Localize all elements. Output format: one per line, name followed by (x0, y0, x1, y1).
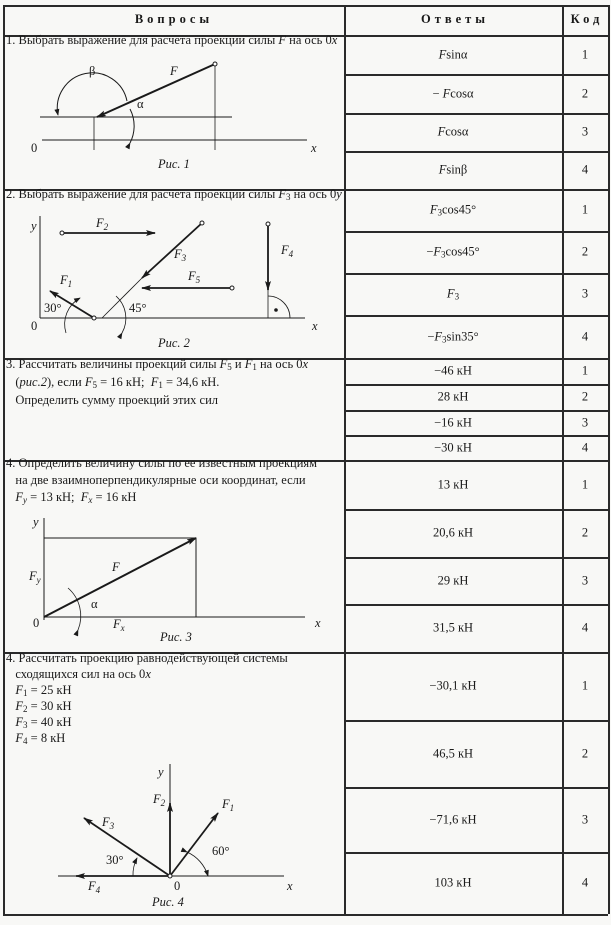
text-segment: 31,5 кН (432, 620, 474, 635)
text-segment: на две взаимноперпендикулярные оси координат, если (6, 473, 306, 487)
text-segment: 5 (227, 362, 232, 372)
text-segment: F (433, 244, 442, 259)
answer-code: 2 (581, 389, 589, 404)
fig2-x-label: x (312, 319, 318, 333)
fig2-angle-45: 45° (129, 301, 147, 315)
text-segment: x (145, 667, 151, 681)
text-segment: −16 кН (434, 415, 472, 429)
fig1-caption: Рис. 1 (158, 157, 190, 171)
fig3-label-Fx: $F_x$ (113, 617, 125, 633)
text-segment: = 8 кН (27, 731, 66, 745)
text-segment: 1 (252, 362, 257, 372)
header-code: Код (570, 12, 604, 26)
fig3-label-alpha: α (91, 597, 98, 611)
text-segment: cos45° (441, 202, 477, 217)
text-segment: F (446, 286, 455, 301)
text-segment: − (426, 244, 434, 259)
fig4-label-F3: $F_3$ (102, 815, 115, 831)
text-segment: F (438, 162, 447, 177)
text-segment: 1 (158, 380, 163, 390)
text-segment: −71,6 кН (429, 812, 477, 826)
text-segment: cosα (445, 124, 469, 139)
answer-code: 1 (581, 678, 589, 693)
text-segment: F (278, 187, 287, 201)
answer-code: 4 (581, 329, 589, 343)
text-segment: = 13 кН; (27, 490, 81, 504)
force-arrow-F3 (84, 818, 170, 876)
text-segment: Определить сумму проекций этих сил (6, 393, 219, 407)
fig4-angle-60: 60° (212, 844, 230, 858)
text-segment: cosα (450, 86, 474, 100)
answer-code: 2 (581, 86, 589, 100)
text-segment: F (438, 47, 447, 61)
fig2-label-F4: $F_4$ (281, 243, 294, 259)
text-segment: F (15, 683, 24, 697)
text-segment: 2. Выбрать выражение для расчета проекции силы (6, 187, 279, 201)
fig3-origin: 0 (33, 616, 40, 630)
fig1-x-label: x (311, 141, 317, 155)
text-segment: 3 (286, 192, 291, 202)
text-segment: 103 кН (434, 875, 472, 890)
text-segment: = 30 кН (27, 699, 72, 713)
text-segment: 3 (437, 207, 442, 218)
text-segment: x (331, 33, 338, 47)
fig1-label-beta: β (89, 64, 96, 78)
text-segment: = 40 кН (27, 715, 72, 729)
text-segment: ( (6, 375, 20, 389)
text-segment: −30,1 кН (429, 678, 477, 693)
force-arrow-F (97, 64, 215, 117)
text-segment: 2 (23, 704, 28, 714)
text-segment: F (244, 357, 253, 371)
figure-3 (44, 518, 305, 630)
text-segment: F (429, 202, 438, 217)
text-segment: на ось 0 (286, 33, 332, 47)
fig1-label-alpha: α (137, 97, 144, 111)
answer-code: 2 (581, 525, 589, 540)
text-segment: − (432, 86, 443, 100)
text-segment: −46 кН (434, 363, 472, 378)
fig1-origin: 0 (31, 141, 38, 155)
figure-4 (58, 764, 284, 878)
fig2-label-F3: $F_3$ (174, 247, 187, 263)
text-segment: F (437, 124, 446, 139)
text-segment: F (219, 357, 228, 371)
text-segment: = 16 кН (92, 490, 137, 504)
fig3-x-label: x (315, 616, 321, 630)
text-segment: рис.2 (19, 375, 47, 389)
answer-code: 2 (581, 244, 589, 259)
segment: y (23, 495, 28, 505)
text-segment: F (434, 329, 443, 343)
text-segment: и (231, 357, 245, 371)
text-segment: 4. Определить величину силы по ее известным проекциям (6, 456, 318, 470)
answer-code: 1 (581, 47, 589, 61)
answer-code: 3 (581, 812, 589, 826)
text-segment: 46,5 кН (432, 746, 474, 760)
fig4-origin: 0 (174, 879, 181, 893)
answer-code: 4 (581, 162, 589, 177)
answer-code: 1 (581, 477, 589, 491)
text-segment: F (15, 490, 24, 504)
text-segment: 28 кН (437, 389, 469, 404)
answer-code: 3 (581, 124, 589, 139)
text-segment: на ось 0 (256, 357, 303, 371)
text-segment: F (442, 86, 451, 100)
text-segment: 3 (442, 334, 447, 344)
answer-code: 4 (581, 440, 589, 454)
text-segment: 1. Выбрать выражение для расчета проекции силы (6, 33, 279, 47)
text-segment: F (15, 699, 24, 713)
text-segment: −30 кН (434, 440, 472, 454)
fig3-label-Fy: $F_y$ (29, 569, 41, 585)
answer-code: 3 (581, 573, 589, 587)
answer-code: 4 (581, 875, 589, 890)
alpha-arc (130, 109, 134, 143)
fig2-caption: Рис. 2 (158, 336, 190, 350)
force-arrow-F1 (170, 813, 218, 876)
text-segment: 4. Рассчитать проекцию равнодействующей системы (6, 651, 288, 665)
answer-code: 2 (581, 746, 589, 760)
segment: x (88, 495, 93, 505)
text-segment: F (15, 731, 24, 745)
figure-2 (40, 216, 305, 333)
fig4-label-F4: $F_4$ (88, 879, 101, 895)
text-segment: F (84, 375, 93, 389)
answer-code: 3 (581, 286, 589, 301)
fig2-angle-30: 30° (44, 301, 62, 315)
text-segment: cos45° (445, 244, 480, 259)
fig3-caption: Рис. 3 (160, 630, 192, 644)
text-segment: sinα (446, 47, 468, 61)
fig4-label-F2: $F_2$ (153, 792, 166, 808)
force-arrow-F (44, 538, 196, 617)
text-segment: x (302, 357, 309, 371)
text-segment: F (80, 490, 89, 504)
fig2-label-F1: $F_1$ (60, 273, 73, 289)
text-segment: 13 кН (437, 477, 469, 491)
fig4-label-F1: $F_1$ (222, 797, 235, 813)
text-segment: 1 (23, 688, 28, 698)
fig1-label-F: F (170, 64, 178, 78)
text-segment: 3 (23, 720, 28, 730)
text-segment: = 16 кН; (97, 375, 151, 389)
text-segment: на ось 0 (290, 187, 337, 201)
text-segment: sinβ (446, 162, 468, 177)
answer-code: 1 (581, 202, 589, 217)
text-segment: = 25 кН (27, 683, 72, 697)
fig4-caption: Рис. 4 (152, 895, 184, 909)
text-segment: = 34,6 кН. (162, 375, 220, 389)
text-segment: 3 (441, 249, 446, 260)
fig3-y-label: y (33, 515, 39, 529)
text-segment: сходящихся сил на ось 0 (6, 667, 146, 681)
header-answers: Ответы (420, 12, 490, 26)
text-segment: 5 (92, 380, 97, 390)
text-segment: sin35° (446, 329, 479, 343)
fig4-angle-30: 30° (106, 853, 124, 867)
text-segment: 29 кН (437, 573, 469, 587)
fig2-y-label: y (31, 219, 37, 233)
text-segment: 3 (454, 291, 460, 302)
answer-code: 4 (581, 620, 589, 635)
answer-code: 3 (581, 415, 589, 429)
text-segment: 3. Рассчитать величины проекций силы (6, 357, 220, 371)
fig3-label-F: F (112, 560, 120, 574)
text-segment: − (427, 329, 435, 343)
fig2-origin: 0 (31, 319, 38, 333)
answer-code: 1 (581, 363, 589, 378)
fig4-x-label: x (287, 879, 293, 893)
text-segment: y (336, 187, 342, 201)
fig2-label-F5: $F_5$ (188, 269, 201, 285)
text-segment: 20,6 кН (432, 525, 474, 540)
text-segment: F (278, 33, 287, 47)
fig2-label-F2: $F_2$ (96, 216, 109, 232)
text-segment: ), если (46, 375, 85, 389)
header-questions: Вопросы (134, 12, 214, 26)
text-segment: 4 (23, 736, 28, 746)
text-segment: F (15, 715, 24, 729)
text-segment: F (150, 375, 159, 389)
fig4-y-label: y (158, 765, 164, 779)
